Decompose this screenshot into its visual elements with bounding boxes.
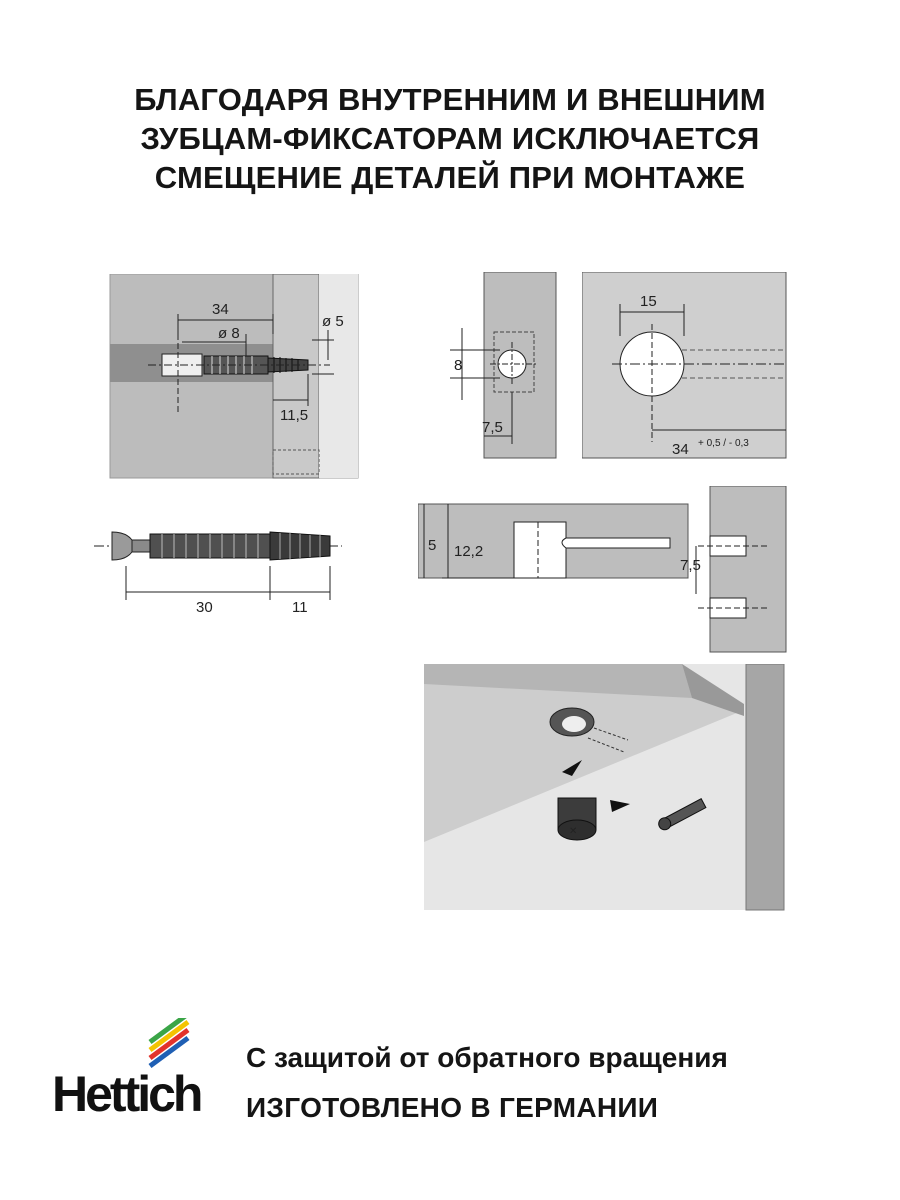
side-panel: [746, 664, 784, 910]
dim-7-5-label: 7,5: [482, 419, 503, 436]
headline-line-3: СМЕЩЕНИЕ ДЕТАЛЕЙ ПРИ МОНТАЖЕ: [154, 160, 746, 195]
footer: [246, 1040, 728, 1126]
brand-name: Hettich: [52, 1066, 201, 1122]
footer-line-1: С защитой от обратного вращения: [246, 1042, 728, 1073]
headline-line-1: БЛАГОДАРЯ ВНУТРЕННИМ И ВНЕШНИМ: [134, 82, 766, 117]
footer-line-2: ИЗГОТОВЛЕНО В ГЕРМАНИИ: [246, 1092, 659, 1123]
headline-line-2: ЗУБЦАМ-ФИКСАТОРАМ ИСКЛЮЧАЕТСЯ: [140, 121, 760, 156]
dim-34-label: 34: [212, 301, 229, 318]
bolt-channel: [562, 538, 670, 548]
dim-d8-label: ø 8: [218, 325, 240, 342]
bolt-neck: [132, 540, 150, 552]
cam-bore-section: [514, 522, 566, 578]
bolt-head: [112, 532, 132, 560]
drill-front-diagram: [440, 272, 560, 462]
dim-34-label: 34: [672, 441, 689, 458]
assembly-illustration: [424, 664, 786, 912]
vertical-panel: [710, 486, 786, 652]
dim-8-label: 8: [454, 357, 463, 374]
front-panel: [273, 274, 319, 478]
dim-12-2-label: 12,2: [454, 543, 484, 560]
cam-cross-mark: ✕: [569, 826, 578, 837]
bolt-diagram: [92, 510, 352, 620]
dim-7-5-label: 7,5: [680, 557, 701, 574]
dim-d5-label: ø 5: [322, 313, 344, 330]
edge-diagram: [418, 486, 788, 656]
cam-hole-inner: [562, 716, 586, 732]
dimension-area: [319, 274, 358, 478]
tolerance-label: + 0,5 / - 0,3: [698, 438, 749, 449]
dim-5-label: 5: [428, 537, 437, 554]
dim-11-5-label: 11,5: [280, 407, 309, 424]
dim-15-label: 15: [640, 293, 657, 310]
dim-30-label: 30: [196, 599, 213, 616]
section-diagram: [108, 274, 360, 480]
headline: [0, 80, 900, 197]
drill-face-diagram: [582, 272, 788, 462]
dim-11-label: 11: [292, 599, 308, 616]
